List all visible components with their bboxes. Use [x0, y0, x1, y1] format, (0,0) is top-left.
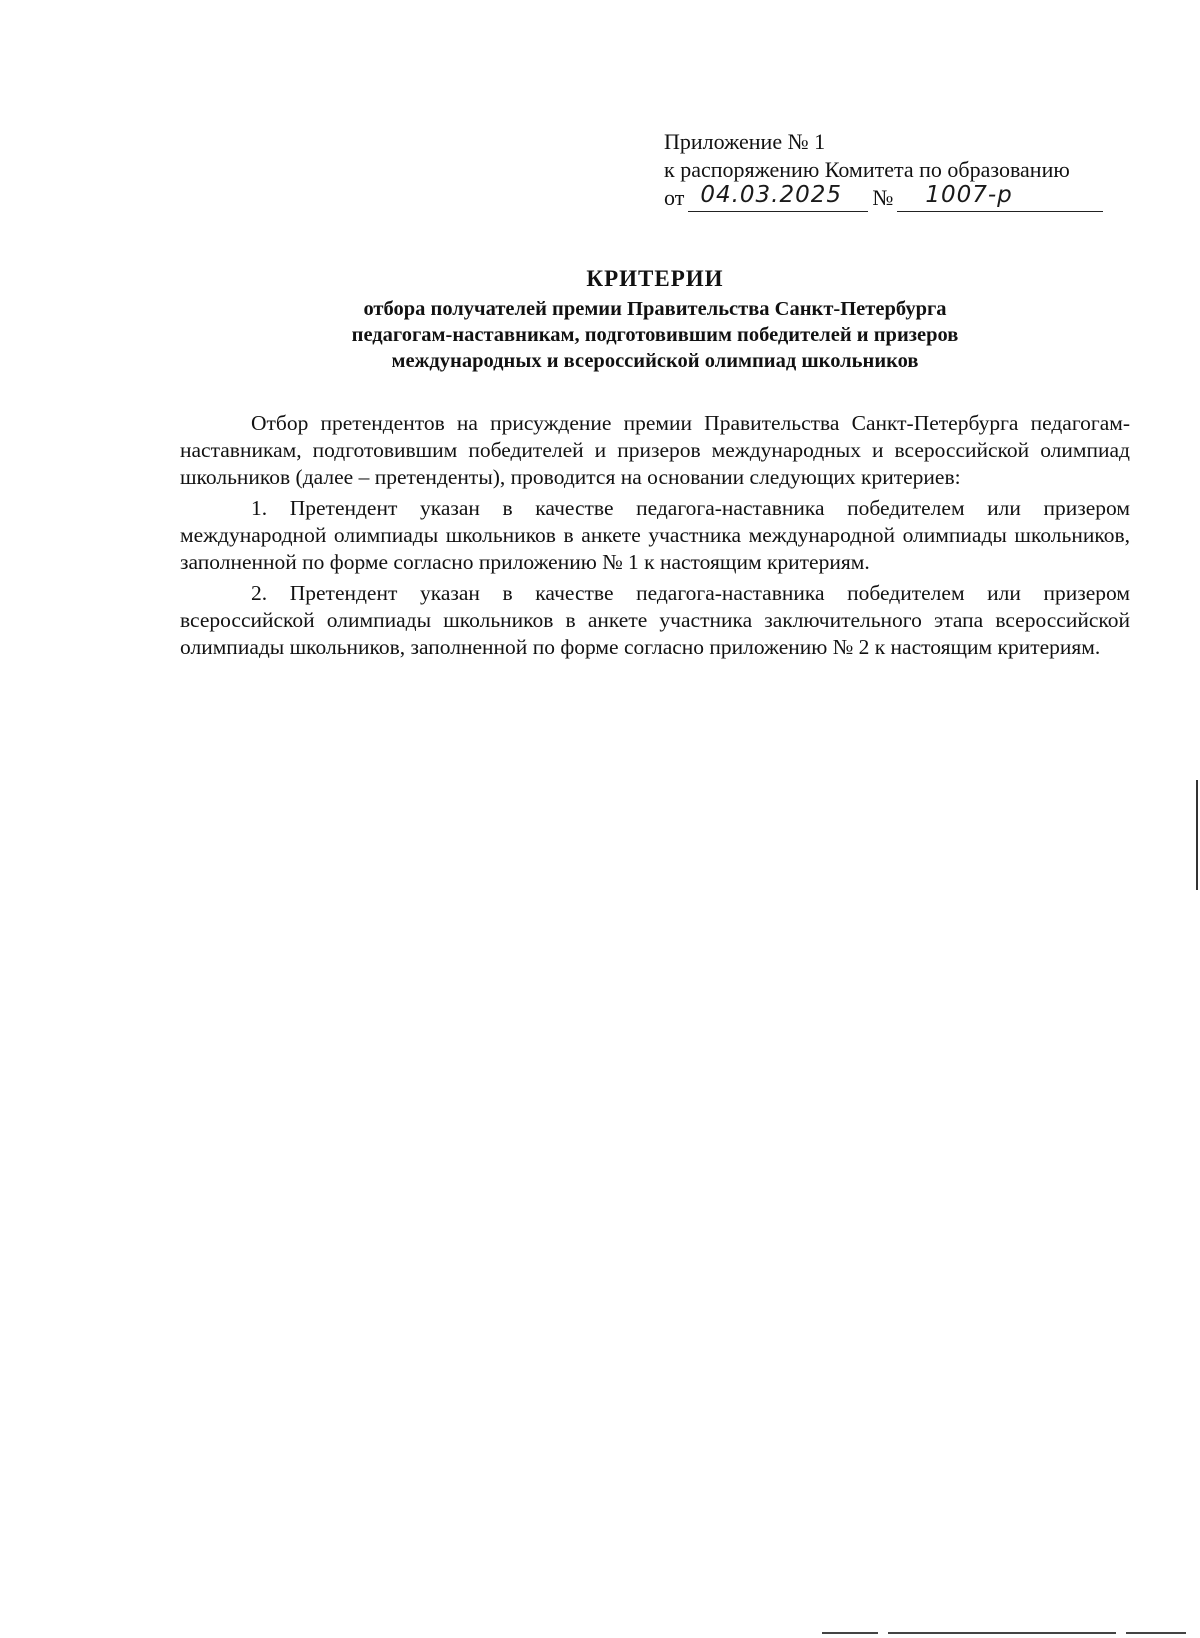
title-line-3: международных и всероссийской олимпиад школьников: [391, 350, 919, 372]
handwritten-date: 04.03.2025: [700, 182, 843, 208]
title-line-1: отбора получателей премии Правительства Санкт-Петербурга: [363, 298, 947, 320]
scan-bottom-mark: [888, 1632, 1116, 1634]
from-label: от: [664, 185, 685, 210]
document-title: [180, 264, 1130, 374]
criterion-2-paragraph: 2. Претендент указан в качестве педагога-наставника победителем или призером всероссийской олимпиады школьников в анкете участника заключительного этапа всероссийской олимпиады школьников, заполненной по форме согласно приложению № 2 к настоящим критериям.: [180, 581, 1130, 659]
title-main: КРИТЕРИИ: [586, 266, 724, 291]
appendix-header: [664, 128, 1134, 212]
number-label: №: [872, 185, 894, 210]
title-line-2: педагогам-наставникам, подготовившим победителей и призеров: [351, 324, 959, 346]
date-field: [688, 182, 868, 212]
scan-edge-mark: [1196, 780, 1198, 890]
scan-bottom-mark: [1126, 1632, 1186, 1634]
scan-bottom-mark: [822, 1632, 878, 1634]
appendix-label: Приложение № 1: [664, 129, 826, 154]
appendix-reference: к распоряжению Комитета по образованию: [664, 157, 1070, 182]
handwritten-number: 1007-р: [925, 182, 1013, 208]
intro-paragraph: Отбор претендентов на присуждение премии Правительства Санкт-Петербурга педагогам-наставникам, подготовившим победителей и призеров международных и всероссийской олимпиад школьников (далее – претенденты), проводится на основании следующих критериев:: [180, 411, 1130, 489]
number-field: [897, 182, 1103, 212]
criterion-1-paragraph: 1. Претендент указан в качестве педагога-наставника победителем или призером международной олимпиады школьников в анкете участника международной олимпиады школьников, заполненной по форме согласно приложению № 1 к настоящим критериям.: [180, 496, 1130, 574]
appendix-date-number-row: [664, 184, 1134, 212]
document-body: [180, 410, 1130, 661]
